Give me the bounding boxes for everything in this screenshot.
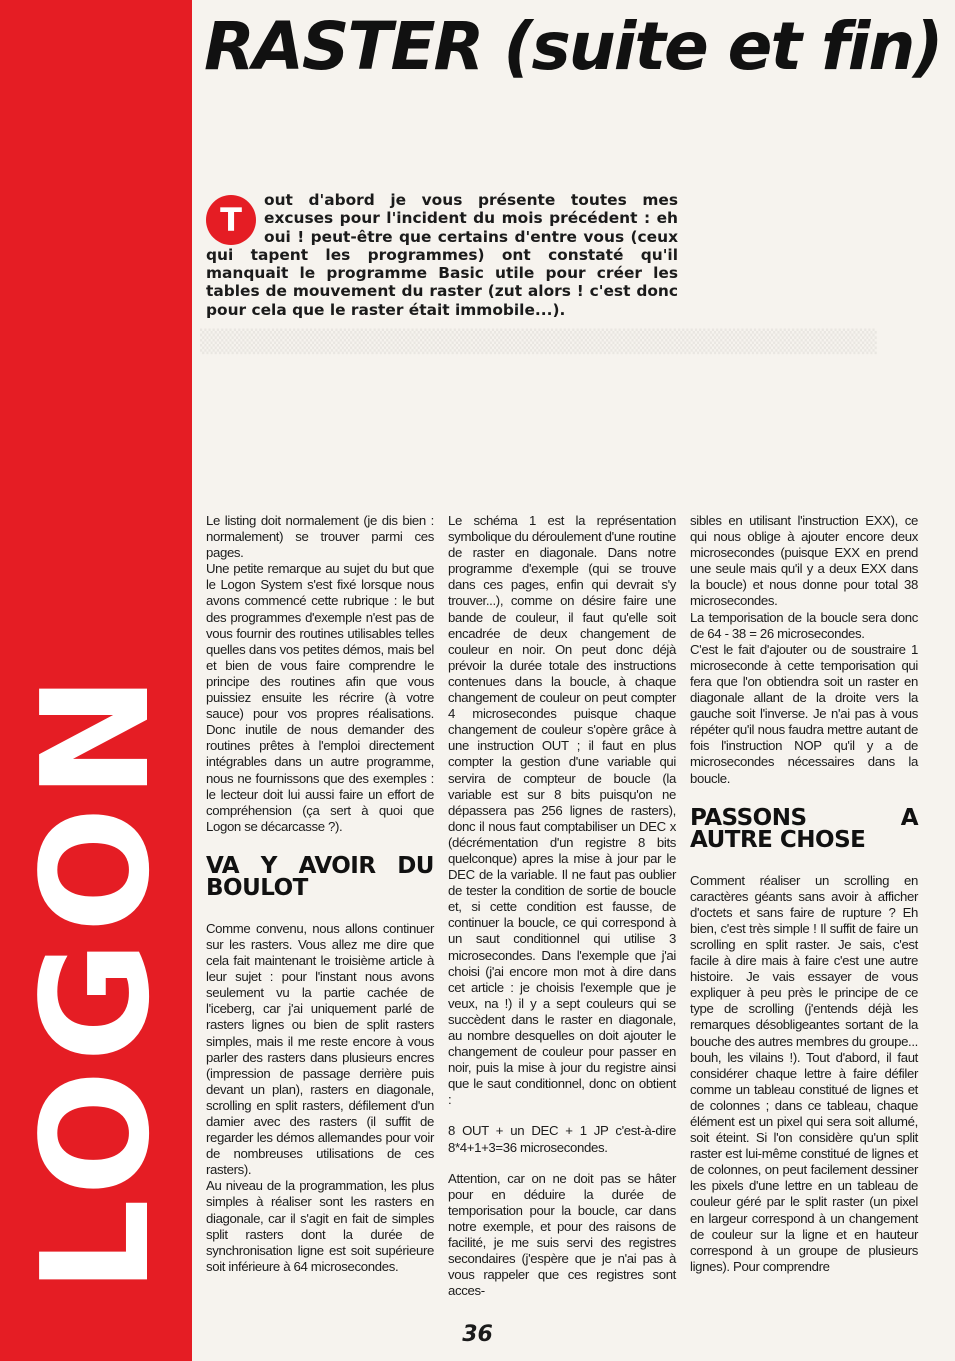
page-number: 36 xyxy=(462,1322,493,1347)
side-label: LOGON xyxy=(10,666,182,1294)
column-2 xyxy=(448,513,676,1299)
paragraph: Le listing doit normalement (je dis bien : normalement) se trouver parmi ces pages. xyxy=(206,513,434,561)
section-heading: VA Y AVOIR DU BOULOT xyxy=(206,852,434,901)
background-ghost-text: ▒▒▒▒▒▒▒▒▒▒▒▒▒▒▒▒▒▒▒▒▒▒▒▒▒▒▒▒▒▒▒▒▒▒▒▒▒▒▒▒ xyxy=(200,330,877,355)
paragraph: sibles en utilisant l'instruction EXX), ce qui nous oblige à ajouter encore deux microsecondes (puisque EXX en prend une seule mais qu'il y a deux EXX dans la boucle) et nous donne pour total 38 microsecondes. xyxy=(690,513,918,609)
column-3 xyxy=(690,513,918,1275)
intro-text: out d'abord je vous présente toutes mes excuses pour l'incident du mois précédent : eh oui ! peut-être que certains d'entre vous (ceux qui tapent les programmes) ont constaté qu'il manquait le programme Basic utile pour créer les tables de mouvement du raster (zut alors ! c'est donc pour cela que le raster était immobile...). xyxy=(206,191,678,319)
paragraph: Au niveau de la programmation, les plus simples à réaliser sont les rasters en diagonale, car il s'agit en fait de simples split rasters dont la durée de synchronisation ligne est soit supérieure soit inférieure à 64 microsecondes. xyxy=(206,1178,434,1274)
paragraph: Le schéma 1 est la représentation symbolique du déroulement d'une routine de raster en diagonale. Dans notre programme d'exemple (qui se trouve dans ces pages, enfin qui devrait s'y trouver...), comme on désire faire une bande de couleur, il faut qu'elle soit encadrée de deux changement de couleur en noir. On peut donc déjà prévoir la durée totale des instructions contenues dans la boucle, à chaque changement de couleur on peut compter 4 microsecondes puisque chaque changement de couleur s'opère grâce à une instruction OUT ; il faut en plus compter la gestion d'une variable qui servira de compteur de boucle (la variable est sur 8 bits puisqu'on ne dépassera pas 256 lignes de rasters), donc il nous faut comptabiliser un DEC x (décrémentation d'un registre 8 bits quelconque) apres la mise à jour par le DEC de la variable. Il ne faut pas oublier de tester la condition de sortie de boucle et, si cette condition est fausse, de continuer la boucle, ce qui correspond à un saut conditionnel qui utilise 3 microsecondes. Dans l'exemple que j'ai choisi (j'ai encore mon mot à dire dans cet article : je choisis l'exemple que je veux, na !) il y a sept couleurs qui se succèdent dans le raster en diagonale, au nombre desquelles on doit ajouter le changement de couleur pour passer en noir, puis la mise à jour du registre ainsi que le saut conditionnel, donc on obtient : xyxy=(448,513,676,1108)
intro-paragraph xyxy=(206,191,678,319)
paragraph: Une petite remarque au sujet du but que le Logon System s'est fixé lorsque nous avons commencé cette rubrique : le but des programmes d'exemple n'est pas de vous fournir des routines utilisables telles quelles dans vos petites démos, mais bel et bien de vous faire comprendre le principe des routines afin que vous puissiez ensuite les récrire (à votre sauce) pour vos propres réalisations. Donc inutile de nous demander des routines prêtes à l'emploi directement intégrables dans un autre programme, nous ne fournissons que des exemples : le lecteur doit lui aussi faire un effort de compréhension (ça sert à quoi que Logon se décarcasse ?). xyxy=(206,561,434,834)
paragraph: Comment réaliser un scrolling en caractères géants sans avoir à afficher d'octets et sans faire de rupture ? Eh bien, c'est très simple ! Il suffit de faire un scrolling en split raster. Je sais, c'est facile à dire mais à faire c'est une autre histoire. Je vais essayer de vous expliquer à peu près le principe de ce type de scrolling (j'entends déjà les remarques désobligeantes sortant de la bouche des autres membres du groupe... bouh, les vilains !). Tout d'abord, il faut considérer chaque lettre à faire défiler comme un tableau constitué de lignes et de colonnes ; dans ce tableau, chaque élément est un pixel qui sera soit allumé, soit éteint. Si l'on considère qu'un split raster est lui-même constitué de lignes et de colonnes, on peut facilement dessiner les pixels d'une lettre en un tableau de couleur géré par le split raster (un pixel en largeur correspond à un changement de couleur sur la ligne et en hauteur correspond à un groupe de plusieurs lignes). Pour comprendre xyxy=(690,872,918,1274)
section-heading: PASSONS A AUTRE CHOSE xyxy=(690,804,918,853)
paragraph: Attention, car on ne doit pas se hâter pour en déduire la durée de temporisation pour la boucle, car dans notre exemple, et pour des raisons de facilité, je me suis servi des registres secondaires (j'espère que je n'ai pas à vous rappeler que ces registres sont acces- xyxy=(448,1170,676,1299)
dropcap: T xyxy=(206,195,256,245)
paragraph: 8 OUT + un DEC + 1 JP c'est-à-dire 8*4+1+3=36 microsecondes. xyxy=(448,1123,676,1155)
red-side-band xyxy=(0,0,192,1361)
paragraph: Comme convenu, nous allons continuer sur les rasters. Vous allez me dire que cela fait maintenant le troisième article à leur sujet : pour l'instant nous avons seulement vu la partie cachée de l'iceberg, car j'ai uniquement parlé de rasters lignes ou bien de split rasters simples, mais il me reste encore à vous parler des rasters dans plusieurs encres (impression de passage derrière puis devant un plan), rasters en diagonale, scrolling en split rasters, défilement d'un damier avec des rasters (il suffit de regarder les démos allemandes pour voir de nombreuses utilisations de ces rasters). xyxy=(206,920,434,1178)
paragraph: La temporisation de la boucle sera donc de 64 - 38 = 26 microsecondes. xyxy=(690,609,918,641)
column-1 xyxy=(206,513,434,1275)
paragraph: C'est le fait d'ajouter ou de soustraire 1 microseconde à cette temporisation qui fera que l'on obtiendra soit un raster en diagonale allant de la droite vers la gauche soit l'inverse. Je n'ai pas à vous répéter qu'il nous faudra mettre autant de fois l'instruction NOP qu'il y a de microsecondes nécessaires dans la boucle. xyxy=(690,641,918,786)
background-ghost-column xyxy=(690,130,930,510)
article-title: RASTER (suite et fin) xyxy=(204,8,942,85)
